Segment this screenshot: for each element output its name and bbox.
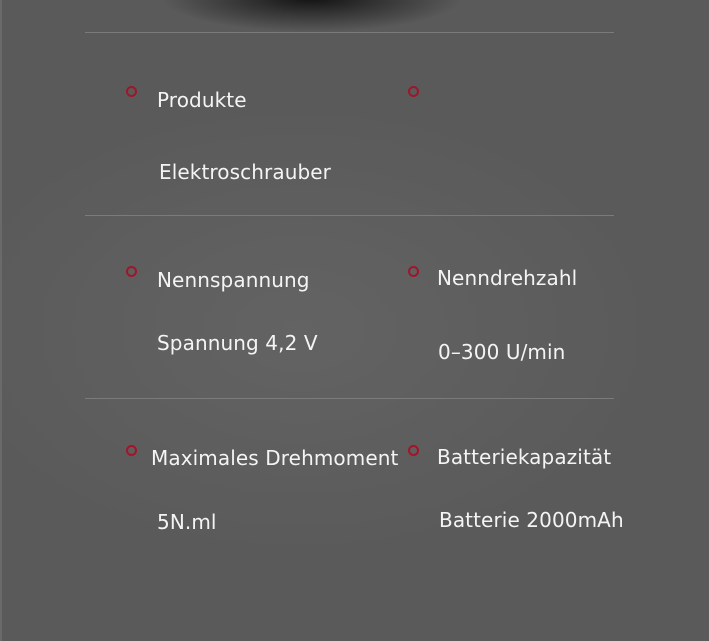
spec-value: Batterie 2000mAh [439, 508, 624, 532]
divider-lower [85, 398, 614, 399]
circle-bullet-icon [408, 266, 419, 277]
spec-label: Nenndrehzahl [437, 266, 578, 290]
divider-top [85, 32, 614, 33]
left-edge-divider [0, 0, 2, 641]
divider-middle [85, 215, 614, 216]
spec-value: Elektroschrauber [159, 160, 332, 184]
spec-label: Batteriekapazität [437, 445, 612, 469]
circle-bullet-icon [408, 86, 419, 97]
circle-bullet-icon [408, 445, 419, 456]
circle-bullet-icon [126, 266, 137, 277]
spec-value: 0–300 U/min [438, 340, 566, 364]
circle-bullet-icon [126, 445, 137, 456]
spec-label: Nennspannung [157, 268, 310, 292]
circle-bullet-icon [126, 86, 137, 97]
spec-label: Maximales Drehmoment [151, 446, 399, 470]
spec-value: Spannung 4,2 V [157, 331, 318, 355]
spec-value: 5N.ml [157, 510, 217, 534]
spec-label: Produkte [157, 88, 247, 112]
